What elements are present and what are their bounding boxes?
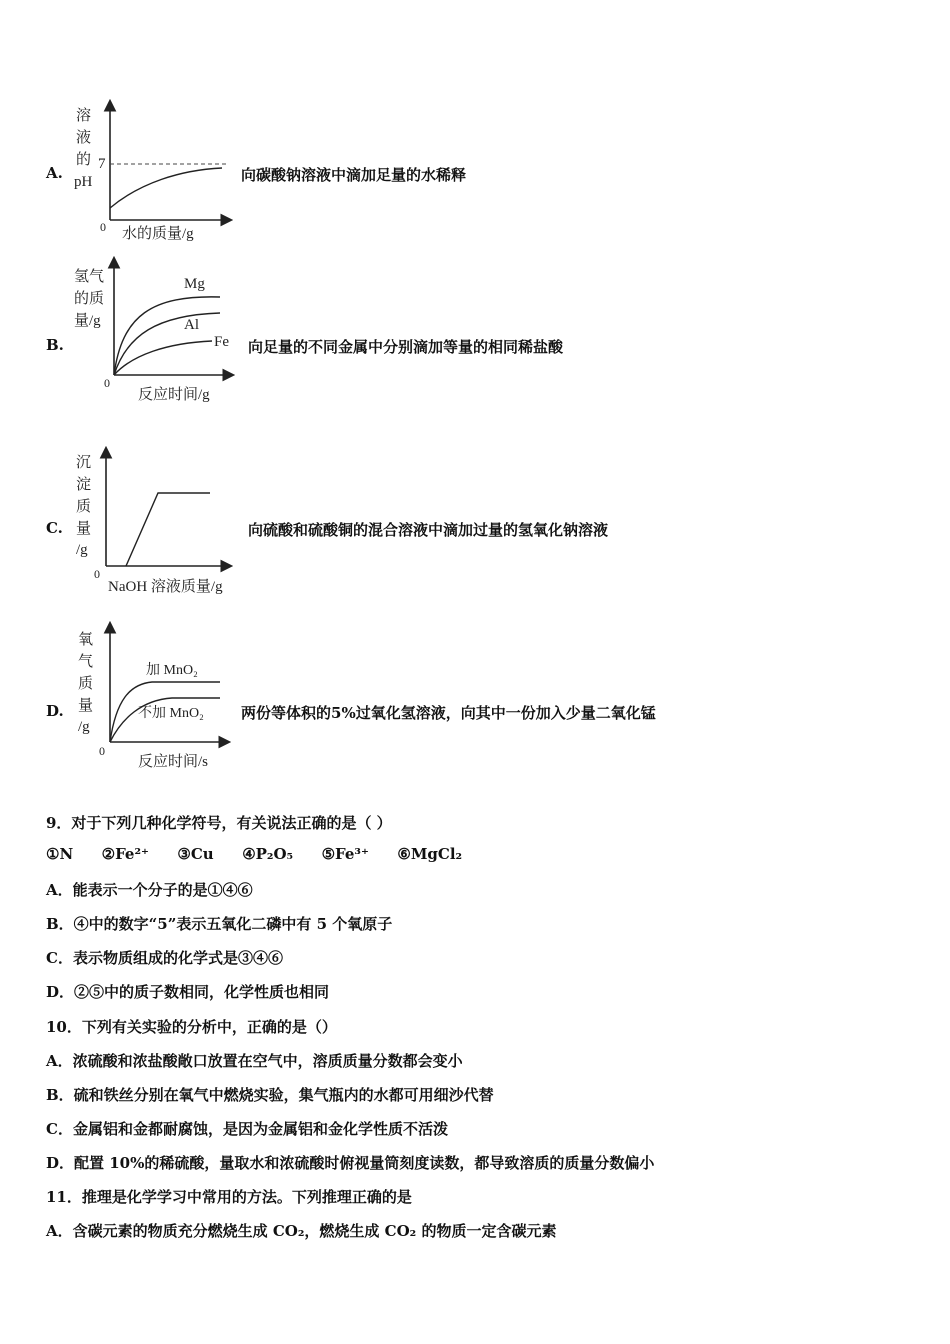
q10-choice-b: B．硫和铁丝分别在氧气中燃烧实验，集气瓶内的水都可用细沙代替 [46, 1086, 494, 1104]
y-label-2: 淀 [76, 477, 92, 493]
q9-stem: 9．对于下列几种化学符号，有关说法正确的是（ ） [46, 814, 392, 832]
y-label-2: 的质 [74, 291, 105, 307]
y-label-5: /g [78, 719, 90, 735]
al-label: Al [184, 317, 199, 333]
option-c-description: 向硫酸和硫酸铜的混合溶液中滴加过量的氢氧化钠溶液 [248, 521, 609, 539]
q11-stem: 11．推理是化学学习中常用的方法。下列推理正确的是 [46, 1188, 412, 1206]
q10-choice-c: C．金属铝和金都耐腐蚀，是因为金属铝和金化学性质不活泼 [46, 1120, 448, 1138]
y-label-1: 沉 [76, 455, 92, 471]
y-label-2: 气 [78, 654, 94, 670]
symbol-5: ⑤Fe³⁺ [321, 845, 369, 863]
y-label-3: 量/g [74, 313, 101, 329]
origin-label: 0 [94, 567, 100, 581]
symbol-3: ③Cu [177, 845, 214, 863]
option-d-letter: D. [46, 702, 64, 720]
y-label-3: 质 [76, 499, 92, 515]
graph-b [72, 255, 247, 410]
graph-d [72, 620, 237, 775]
y-label-1: 氢气 [74, 269, 105, 285]
mg-label: Mg [184, 276, 205, 292]
y-label-4: 量 [76, 521, 92, 537]
option-b-letter: B. [46, 336, 64, 354]
q9-choice-a: A．能表示一个分子的是①④⑥ [46, 881, 253, 899]
mg-curve [114, 297, 220, 375]
origin-label: 0 [104, 376, 110, 390]
with-mno2-label: 加 MnO₂ [146, 663, 198, 678]
y-label-3: 的 [76, 152, 92, 168]
origin-label: 0 [100, 220, 106, 234]
q10-choice-d: D．配置 10%的稀硫酸，量取水和浓硫酸时俯视量筒刻度读数，都导致溶质的质量分数偏小 [46, 1154, 655, 1172]
y-label-2: 液 [76, 130, 92, 146]
ph-curve [110, 168, 222, 208]
q9-choice-c: C．表示物质组成的化学式是③④⑥ [46, 949, 283, 967]
y-label-1: 溶 [76, 108, 92, 124]
symbol-2: ②Fe²⁺ [101, 845, 149, 863]
y-label-4: pH [74, 174, 93, 190]
q9-symbols [46, 845, 462, 863]
y-tick-7: 7 [98, 156, 106, 172]
option-b-description: 向足量的不同金属中分别滴加等量的相同稀盐酸 [248, 338, 564, 356]
fe-label: Fe [214, 334, 229, 350]
x-axis-label: 反应时间/g [138, 387, 210, 403]
al-curve [114, 313, 220, 375]
y-label-1: 氧 [78, 632, 94, 648]
option-a-letter: A. [46, 164, 63, 182]
symbol-6: ⑥MgCl₂ [397, 845, 463, 863]
y-label-3: 质 [78, 676, 94, 692]
origin-label: 0 [99, 744, 105, 758]
graph-a [70, 98, 240, 248]
q10-stem: 10．下列有关实验的分析中，正确的是（） [46, 1018, 337, 1036]
q10-choice-a: A．浓硫酸和浓盐酸敞口放置在空气中，溶质质量分数都会变小 [46, 1052, 463, 1070]
x-axis-label: 反应时间/s [138, 754, 209, 770]
x-axis-label: NaOH 溶液质量/g [108, 579, 223, 595]
without-mno2-label: 不加 MnO₂ [138, 706, 204, 721]
option-c-letter: C. [46, 519, 63, 537]
symbol-1: ①N [46, 845, 74, 863]
q9-choice-b: B．④中的数字“5”表示五氧化二磷中有 5 个氧原子 [46, 915, 393, 933]
q9-choice-d: D．②⑤中的质子数相同，化学性质也相同 [46, 983, 330, 1001]
precipitate-line [126, 493, 210, 566]
symbol-4: ④P₂O₅ [242, 845, 294, 863]
y-label-5: /g [76, 542, 88, 558]
y-label-4: 量 [78, 698, 94, 714]
graph-c [70, 445, 250, 600]
option-a-description: 向碳酸钠溶液中滴加足量的水稀释 [241, 166, 467, 184]
q11-choice-a: A．含碳元素的物质充分燃烧生成 CO₂，燃烧生成 CO₂ 的物质一定含碳元素 [46, 1222, 557, 1240]
option-d-description: 两份等体积的5%过氧化氢溶液，向其中一份加入少量二氧化锰 [241, 704, 656, 722]
x-axis-label: 水的质量/g [122, 226, 194, 242]
